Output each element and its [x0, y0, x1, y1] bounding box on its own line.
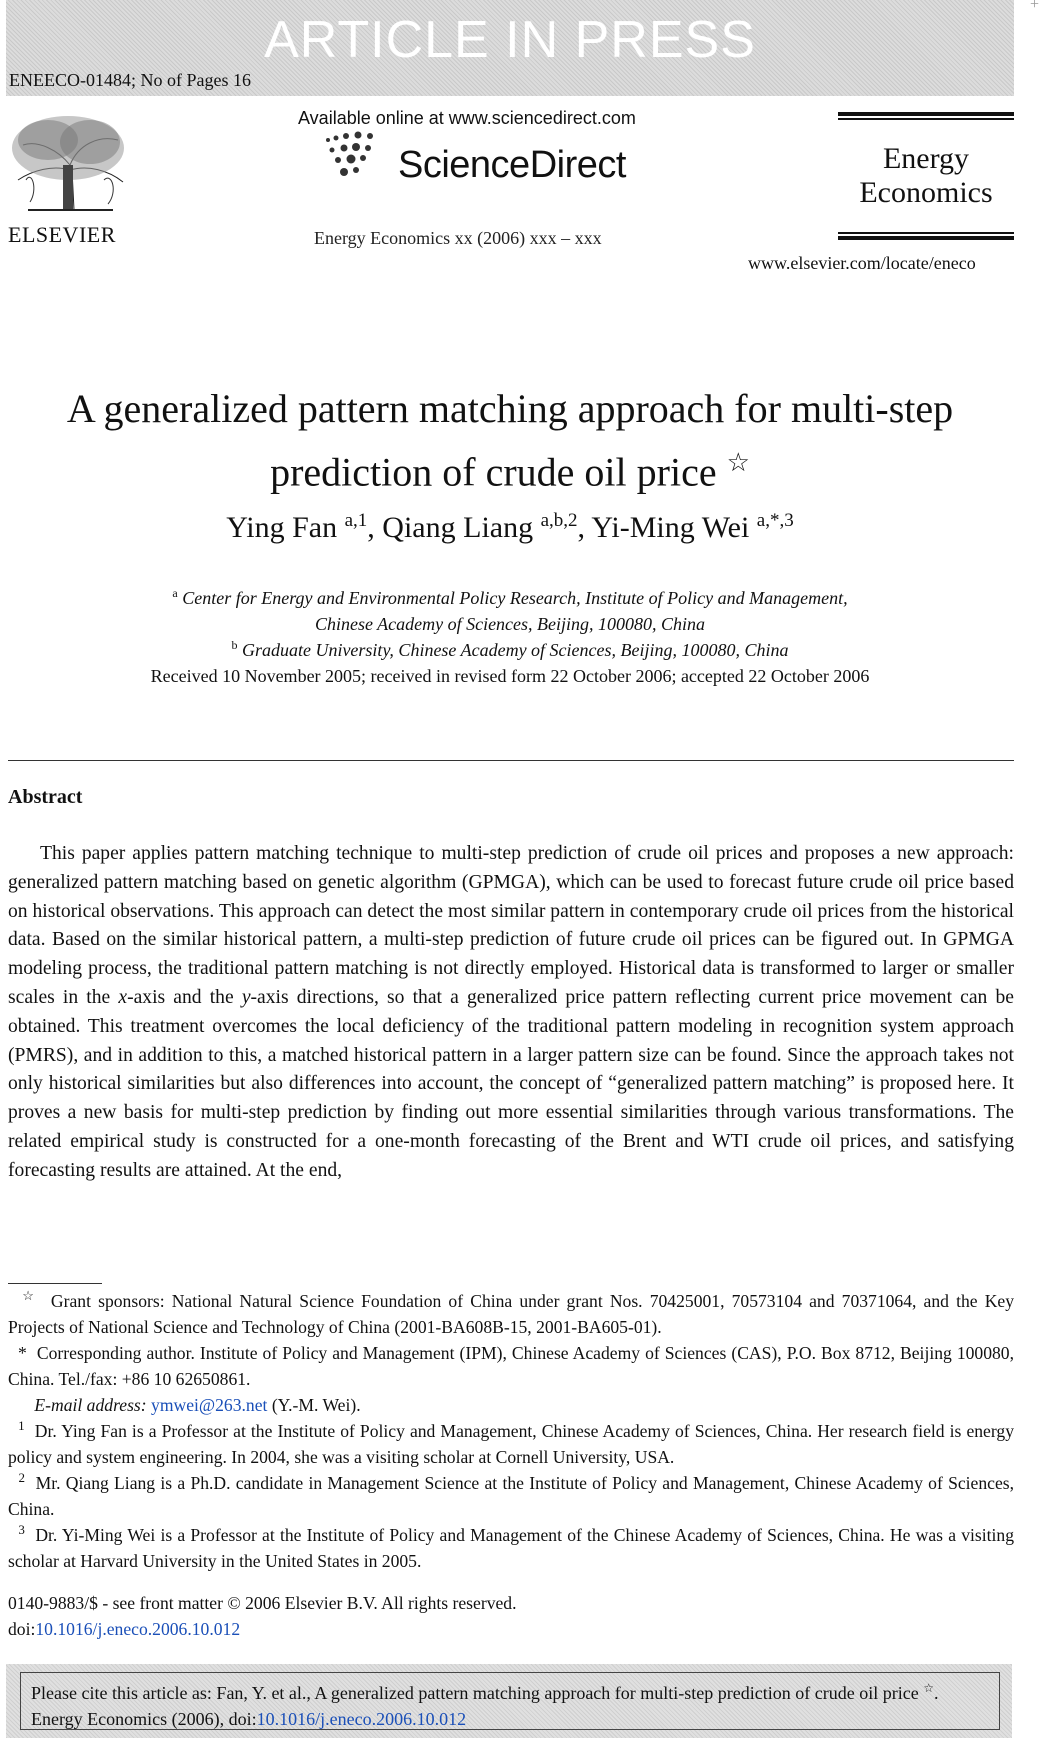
title-line-text: prediction of crude oil price — [270, 449, 717, 495]
affiliation-text: Graduate University, Chinese Academy of Sciences, Beijing, 100080, China — [241, 640, 789, 660]
footnote-mark: 2 — [18, 1470, 26, 1486]
footnote-star-icon: ☆ — [22, 1288, 37, 1304]
journal-citation-line: Energy Economics xx (2006) xxx – xxx — [314, 228, 602, 248]
affiliation-b — [0, 632, 1020, 663]
doi-link[interactable]: 10.1016/j.eneco.2006.10.012 — [35, 1619, 241, 1639]
sciencedirect-dots-icon — [318, 128, 408, 188]
corner-plus-icon: + — [1030, 0, 1040, 13]
cite-prefix: Please cite this article as: Fan, Y. et al., A generalized pattern matching approach for multi-step prediction of crude oil price — [31, 1683, 919, 1703]
elsevier-tree-logo-icon — [8, 110, 130, 218]
copyright-line: 0140-9883/$ - see front matter © 2006 Elsevier B.V. All rights reserved. — [8, 1593, 517, 1613]
footnote-rule — [8, 1283, 102, 1284]
author-affiliation-mark[interactable]: a,b,2 — [540, 510, 578, 531]
cite-middle: . Energy Economics (2006), doi: — [31, 1683, 939, 1729]
footnote-1 — [8, 1418, 1014, 1470]
article-title — [0, 382, 1020, 499]
doi-line — [8, 1616, 517, 1642]
rule — [838, 236, 1014, 240]
footnote-text: Mr. Qiang Liang is a Ph.D. candidate in Management Science at the Institute of Policy and Management, Chinese Academy of Sciences, China. — [8, 1473, 1015, 1519]
article-in-press-banner — [6, 0, 1014, 96]
received-dates: Received 10 November 2005; received in revised form 22 October 2006; accepted 22 October 2006 — [150, 666, 870, 686]
affiliation-mark: b — [231, 638, 238, 652]
abstract-italic: x — [118, 986, 128, 1008]
footnote-mark: 3 — [18, 1522, 25, 1538]
affiliation-mark: a — [172, 586, 178, 600]
footnote-2 — [8, 1470, 1014, 1522]
abstract-heading: Abstract — [8, 786, 83, 808]
abstract-body — [8, 840, 1014, 1186]
rule — [838, 232, 1014, 234]
rule — [838, 112, 1014, 116]
footnote-text: Corresponding author. Institute of Policy and Management (IPM), Chinese Academy of Sciences (CAS), P.O. Box 8712, Beijing 100080, China. Tel./fax: +86 10 62650861. — [8, 1343, 1015, 1389]
cite-star-icon: ☆ — [923, 1681, 934, 1695]
affiliation-a — [0, 580, 1020, 637]
author-affiliation-mark[interactable]: a,1 — [344, 510, 368, 531]
title-line: A generalized pattern matching approach for multi-step — [66, 386, 954, 431]
abstract-text: -axis directions, so that a generalized price pattern reflecting current price movement can be obtained. This treatment overcomes the local deficiency of the traditional pattern modeling in recognition system approach (PMRS), and in addition to this, a matched historical pattern in a larger pattern size can be found. Since the approach takes not only historical similarities but also differences into account, the concept of “generalized pattern matching” is proposed here. It proves a new basis for multi-step prediction by finding out more essential similarities through various transformations. The related empirical study is constructed for a one-month forecasting of the Brent and WTI crude oil prices, and satisfying forecasting results are attained. At the end, — [8, 986, 1014, 1181]
author-affiliation-mark[interactable]: a,*,3 — [756, 510, 794, 531]
rule — [838, 118, 1014, 120]
footnotes — [8, 1288, 1014, 1574]
journal-title — [838, 142, 1014, 210]
footnote-funding — [8, 1288, 1014, 1340]
cite-text — [20, 1672, 1000, 1730]
author-list: Ying Fan $^{a,1}$, Qiang Liang $^{a,b,2}$, Yi-Ming Wei $^{a,*,3}$ — [226, 510, 794, 544]
abstract-text: -axis and the — [127, 986, 242, 1008]
manuscript-code: ENEECO-01484; No of Pages 16 — [9, 70, 251, 90]
abstract-text: This paper applies pattern matching technique to multi-step prediction of crude oil prices and proposes a new approach: generalized pattern matching based on genetic algorithm (GPMGA), which can be used to forecast future crude oil price based on historical observations. This approach can detect the most similar pattern in contemporary crude oil prices from the historical data. Based on the similar historical pattern, a multi-step prediction of future crude oil prices can be figured out. In GPMGA modeling process, the traditional pattern matching is not directly employed. Historical data is transformed to larger or smaller scales in the — [8, 843, 1014, 1008]
journal-title-line: Energy — [882, 142, 970, 175]
abstract-italic: y — [241, 986, 251, 1008]
affiliation-text: Center for Energy and Environmental Policy Research, Institute of Policy and Management, — [182, 588, 848, 608]
email-label: E-mail address: — [34, 1395, 147, 1415]
affiliation-text: Chinese Academy of Sciences, Beijing, 100080, China — [314, 614, 706, 634]
sciencedirect-wordmark: ScienceDirect — [398, 144, 626, 186]
footnote-text: Dr. Ying Fan is a Professor at the Institute of Policy and Management, Chinese Academy of Sciences, China. Her research field is energy policy and system engineering. In 2004, she was a visiting scholar at Cornell University, USA. — [8, 1421, 1014, 1467]
footnote-text: Dr. Yi-Ming Wei is a Professor at the Institute of Policy and Management of the Chinese Academy of Sciences, China. He was a visiting scholar at Harvard University in the United States in 2005. — [8, 1525, 1014, 1571]
email-link[interactable]: ymwei@263.net — [151, 1395, 268, 1415]
available-online-text: Available online at www.sciencedirect.com — [298, 108, 636, 128]
cite-doi-link[interactable]: 10.1016/j.eneco.2006.10.012 — [256, 1709, 467, 1729]
author-name: Ying Fan — [226, 511, 338, 544]
cite-box — [6, 1664, 1012, 1738]
author-name: Yi-Ming Wei — [591, 511, 750, 544]
doi-label: doi: — [8, 1619, 36, 1639]
author-name: Qiang Liang — [382, 511, 534, 544]
abstract-paragraph — [8, 840, 1014, 1186]
footnote-email — [8, 1392, 1014, 1418]
footnote-mark: 1 — [18, 1418, 25, 1434]
footnote-mark: * — [18, 1343, 27, 1363]
footnote-3 — [8, 1522, 1014, 1574]
title-line — [0, 436, 1020, 499]
banner-title: ARTICLE IN PRESS — [264, 11, 756, 69]
footnote-corresponding — [8, 1340, 1014, 1392]
publisher-name: ELSEVIER — [8, 222, 116, 247]
issn-block — [8, 1590, 517, 1642]
footnote-text: Grant sponsors: National Natural Science Foundation of China under grant Nos. 70425001, 70573104 and 70371064, and the Key Projects of National Science and Technology of China (2001-BA608B-15, 2001-BA605-01). — [8, 1291, 1015, 1337]
footnote-text: (Y.-M. Wei). — [271, 1395, 361, 1415]
journal-title-line: Economics — [859, 176, 993, 209]
journal-website-link[interactable]: www.elsevier.com/locate/eneco — [748, 253, 976, 273]
divider — [8, 760, 1014, 761]
title-star-icon[interactable]: ☆ — [726, 448, 750, 477]
